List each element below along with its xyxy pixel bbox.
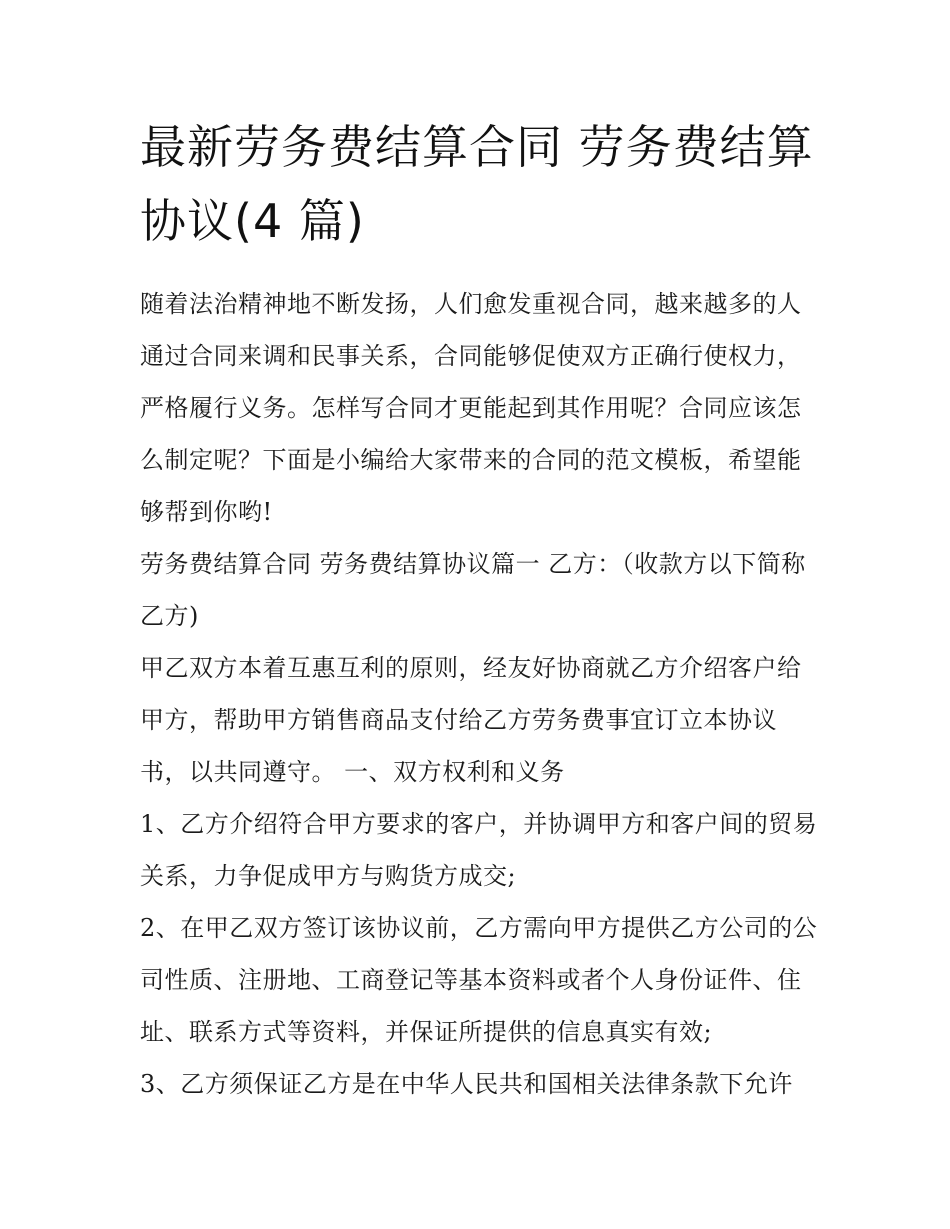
paragraph-intro: 随着法治精神地不断发扬，人们愈发重视合同，越来越多的人通过合同来调和民事关系，合同能够促使双方正确行使权力，严格履行义务。怎样写合同才更能起到其作用呢？合同应该怎么制定呢？下面是小编给大家带来的合同的范文模板，希望能够帮到你哟! [140, 290, 802, 526]
paragraph-clause-3: 3、乙方须保证乙方是在中华人民共和国相关法律条款下允许 [140, 1070, 793, 1098]
paragraph-clause-1: 1、乙方介绍符合甲方要求的客户，并协调甲方和客户间的贸易关系，力争促成甲方与购货方成交; [140, 810, 818, 890]
paragraph-agreement-purpose: 甲乙双方本着互惠互利的原则，经友好协商就乙方介绍客户给甲方，帮助甲方销售商品支付给乙方劳务费事宜订立本协议书，以共同遵守。 一、双方权利和义务 [140, 654, 802, 786]
document-title: 最新劳务费结算合同 劳务费结算协议(4 篇) [140, 120, 814, 248]
document-body [140, 278, 820, 1110]
paragraph-section-heading: 劳务费结算合同 劳务费结算协议篇一 乙方：（收款方以下简称乙方) [140, 550, 806, 630]
paragraph-clause-2: 2、在甲乙双方签订该协议前，乙方需向甲方提供乙方公司的公司性质、注册地、工商登记等基本资料或者个人身份证件、住址、联系方式等资料，并保证所提供的信息真实有效; [140, 914, 818, 1046]
